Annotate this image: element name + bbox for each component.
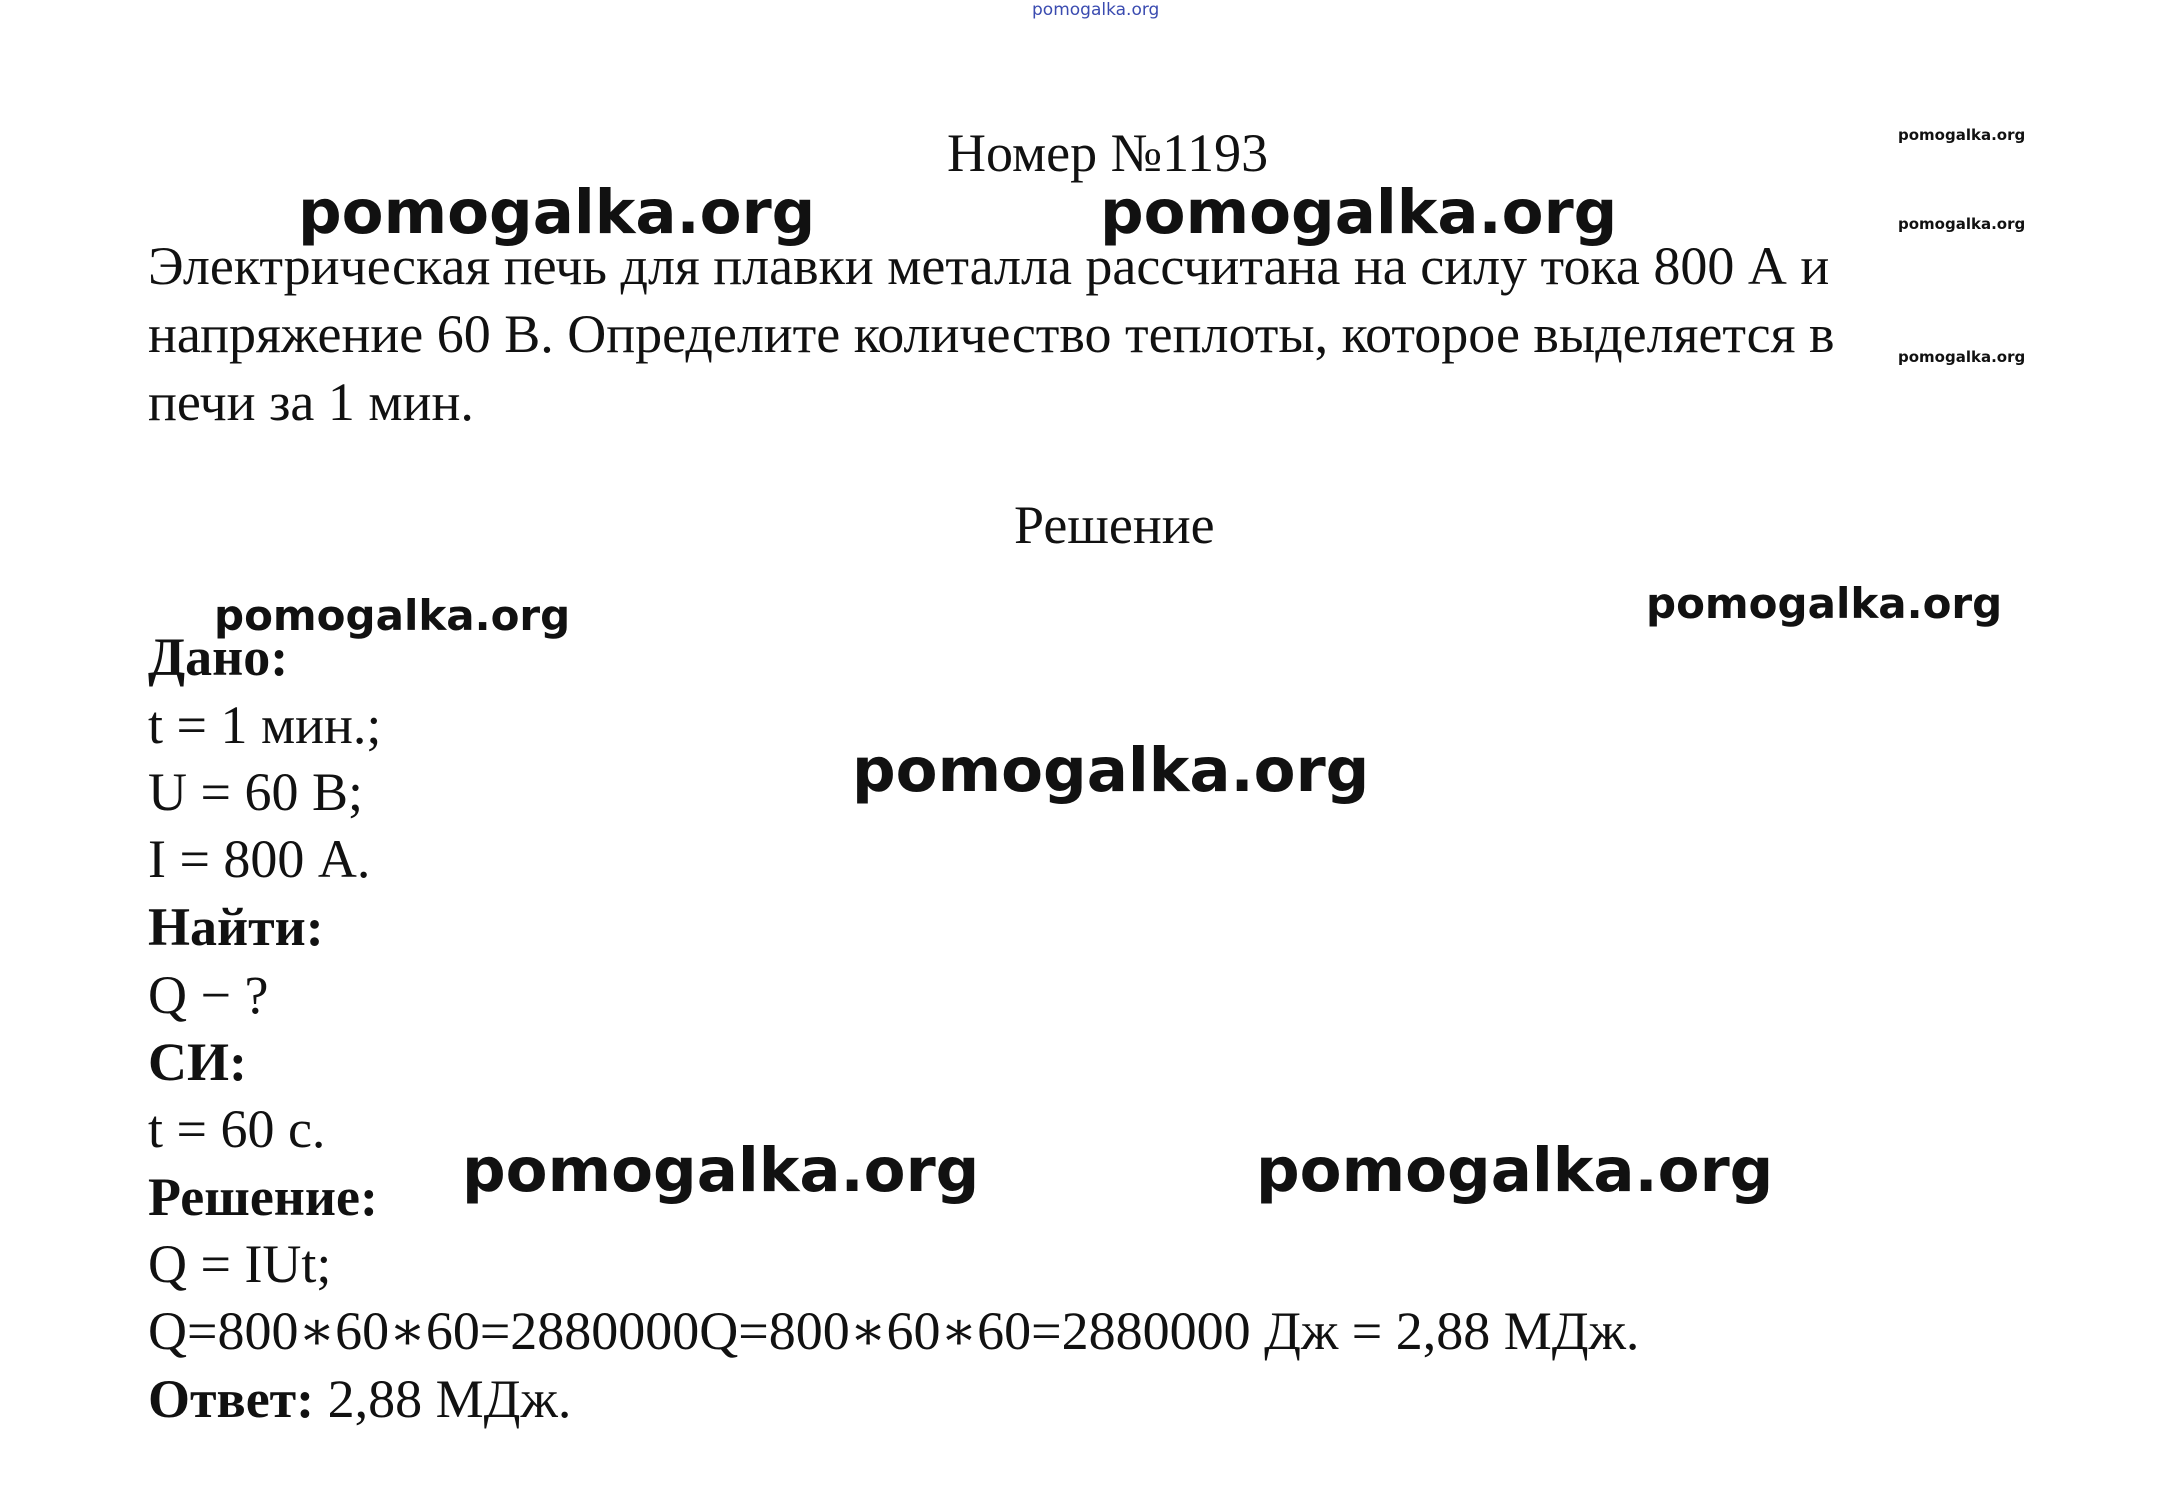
answer-label: Ответ: xyxy=(148,1369,315,1429)
solution-label: Решение: xyxy=(148,1167,378,1227)
problem-line: напряжение 60 В. Определите количество теплоты, которое выделяется в xyxy=(148,304,1835,364)
watermark: pomogalka.org xyxy=(214,591,571,640)
given-item: I = 800 А. xyxy=(148,829,371,889)
page-title: Номер №1193 xyxy=(947,123,1269,183)
watermark-top: pomogalka.org xyxy=(1032,0,1160,20)
watermark: pomogalka.org xyxy=(852,735,1370,806)
si-label: СИ: xyxy=(148,1032,247,1092)
watermark: pomogalka.org xyxy=(1646,579,2003,628)
find-label: Найти: xyxy=(148,897,324,957)
find-value: Q − ? xyxy=(148,965,269,1025)
watermark-small: pomogalka.org xyxy=(1898,348,2026,366)
problem-statement xyxy=(148,232,2048,436)
answer-value: 2,88 МДж. xyxy=(327,1369,572,1429)
watermark-small: pomogalka.org xyxy=(1898,126,2026,144)
answer xyxy=(148,1369,572,1429)
watermark: pomogalka.org xyxy=(462,1135,980,1206)
watermark-small: pomogalka.org xyxy=(1898,215,2026,233)
formula: Q = IUt; xyxy=(148,1234,332,1294)
given-item: U = 60 В; xyxy=(148,762,363,822)
solution-heading: Решение xyxy=(1014,495,1215,555)
given-item: t = 1 мин.; xyxy=(148,695,382,755)
si-value: t = 60 с. xyxy=(148,1099,326,1159)
problem-line: Электрическая печь для плавки металла рассчитана на силу тока 800 А и xyxy=(148,236,1830,296)
problem-line: печи за 1 мин. xyxy=(148,372,474,432)
watermark: pomogalka.org xyxy=(298,177,816,248)
given-label: Дано: xyxy=(148,627,289,687)
calculation: Q=800∗60∗60=2880000Q=800∗60∗60=2880000 Дж = 2,88 МДж. xyxy=(148,1301,1640,1361)
watermark: pomogalka.org xyxy=(1100,177,1618,248)
watermark: pomogalka.org xyxy=(1256,1135,1774,1206)
